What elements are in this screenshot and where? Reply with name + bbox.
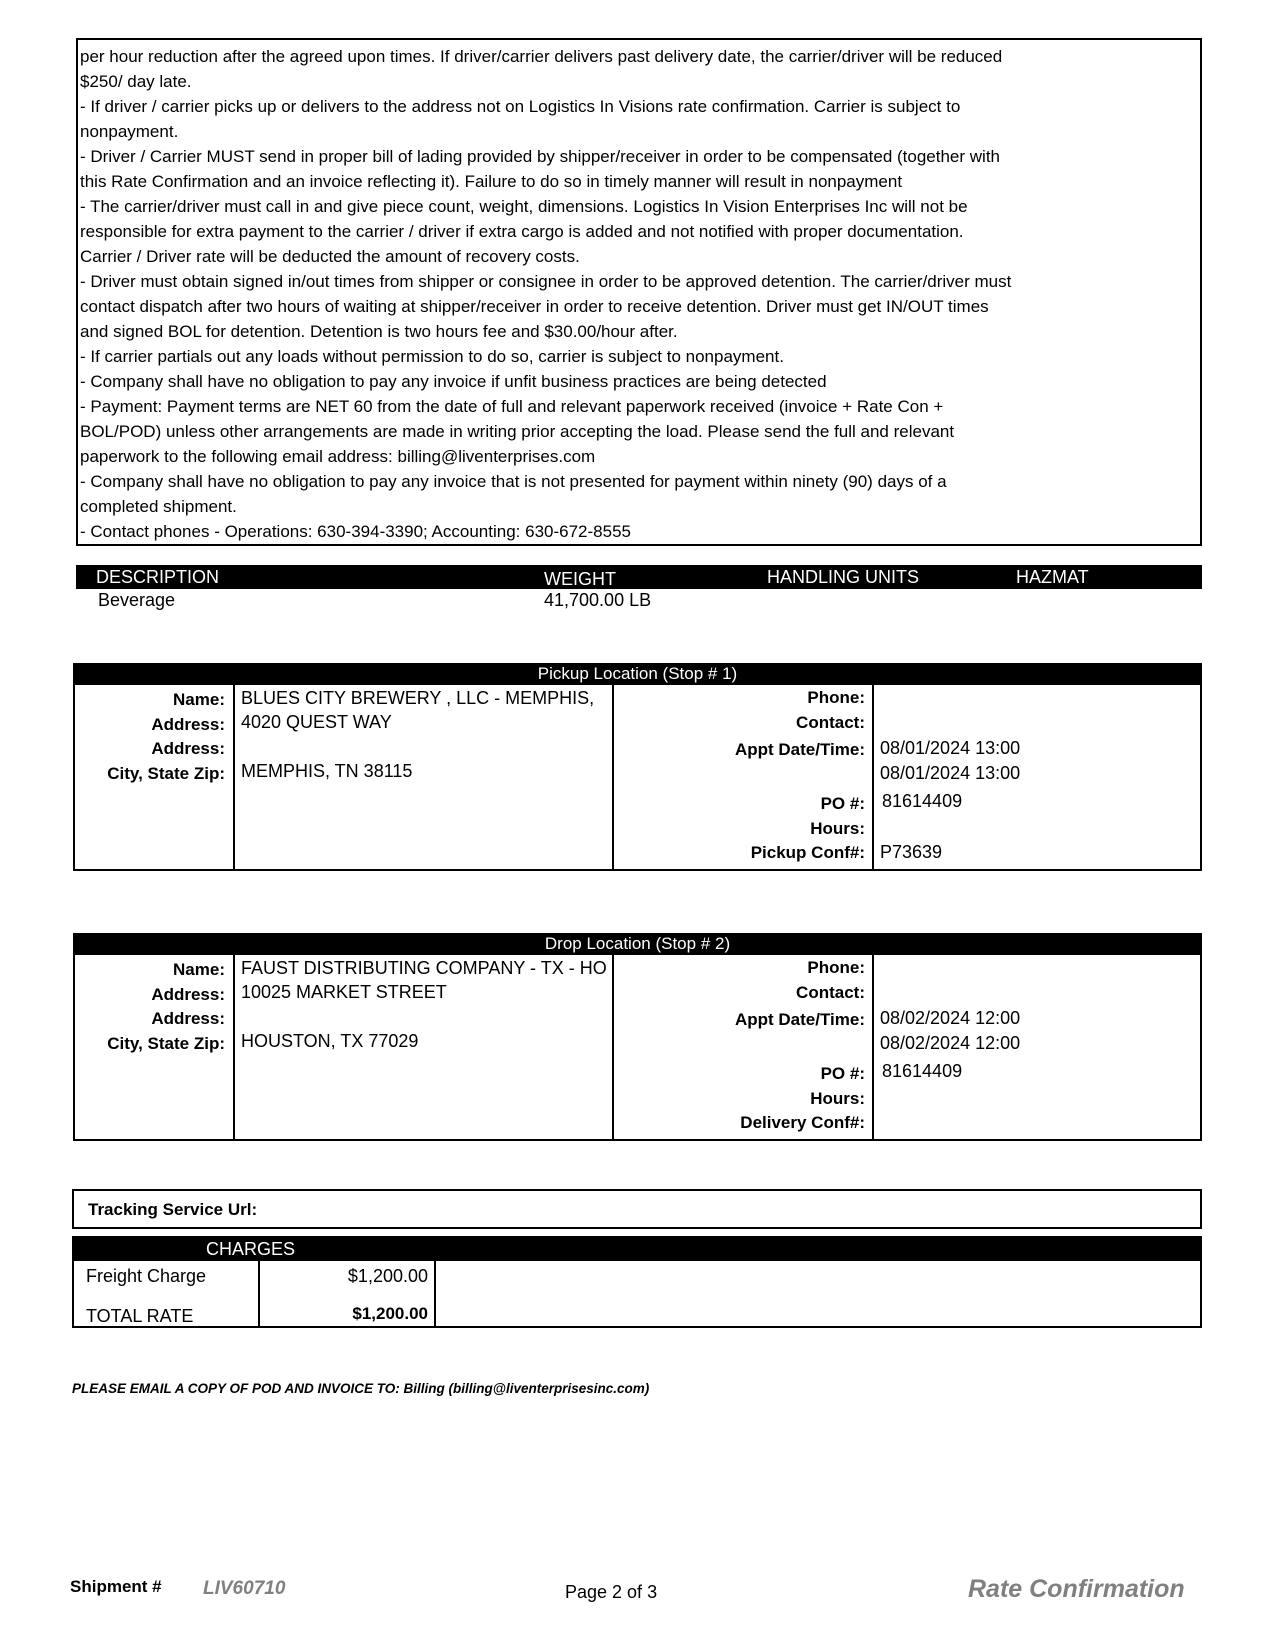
appt-label: Appt Date/Time: xyxy=(734,1010,865,1029)
pickup-city-state-zip: MEMPHIS, TN 38115 xyxy=(241,761,413,781)
divider xyxy=(872,955,874,1139)
delivery-conf-label: Delivery Conf#: xyxy=(740,1113,865,1132)
drop-appt-start: 08/02/2024 12:00 xyxy=(880,1008,1021,1028)
shipment-number: LIV60710 xyxy=(203,1578,286,1599)
divider xyxy=(434,1261,436,1326)
hazmat-header: HAZMAT xyxy=(1016,567,1089,587)
drop-address-1: 10025 MARKET STREET xyxy=(241,982,447,1002)
page-number: Page 2 of 3 xyxy=(565,1582,658,1602)
address-label: Address: xyxy=(151,739,225,758)
drop-po: 81614409 xyxy=(882,1061,963,1081)
total-rate-value: $1,200.00 xyxy=(352,1304,428,1323)
city-state-zip-label: City, State Zip: xyxy=(107,1034,225,1053)
divider xyxy=(233,955,235,1139)
pickup-conf: P73639 xyxy=(880,842,943,862)
freight-charge-value: $1,200.00 xyxy=(347,1266,428,1286)
city-state-zip-label: City, State Zip: xyxy=(107,764,225,783)
divider xyxy=(612,955,614,1139)
terms-text: per hour reduction after the agreed upon times. If driver/carrier delivers past delivery date, the carrier/driver will be reduced $250/ day late. - If driver / carrier picks up or delivers to the address not on Logistics In Visions rate confirmation. Carrier is subject to nonpayment. - Driver / Carrier MUST send in proper bill of lading provided by shipper/receiver in order to be compensated (together with this Rate Confirmation and an invoice reflecting it). Failure to do so in timely manner will result in nonpayment - The carrier/driver must call in and give piece count, weight, dimensions. Logistics In Vision Enterprises Inc will not be responsible for extra payment to the carrier / driver if extra cargo is added and not notified with proper documentation. Carrier / Driver rate will be deducted the amount of recovery costs. - Driver must obtain signed in/out times from shipper or consignee in order to be approved detention. The carrier/driver must contact dispatch after two hours of waiting at shipper/receiver in order to receive detention. Driver must get IN/OUT times and signed BOL for detention. Detention is two hours fee and $30.00/hour after. - If carrier partials out any loads without permission to do so, carrier is subject to nonpayment. - Company shall have no obligation to pay any invoice if unfit business practices are being detected - Payment: Payment terms are NET 60 from the date of full and relevant paperwork received (invoice + Rate Con + BOL/POD) unless other arrangements are made in writing prior accepting the load. Please send the full and relevant paperwork to the following email address: billing@liventerprises.com - Company shall have no obligation to pay any invoice that is not presented for payment within ninety (90) days of a completed shipment. - Contact phones - Operations: 630-394-3390; Accounting: 630-672-8555 xyxy=(76,38,1202,546)
pickup-location-title: Pickup Location (Stop # 1) xyxy=(73,663,1202,683)
freight-charge-label: Freight Charge xyxy=(86,1266,207,1286)
pickup-address-1: 4020 QUEST WAY xyxy=(241,712,392,732)
hours-label: Hours: xyxy=(810,1089,865,1108)
pickup-appt-start: 08/01/2024 13:00 xyxy=(880,738,1021,758)
commodity-weight: 41,700.00 LB xyxy=(544,590,652,610)
phone-label: Phone: xyxy=(807,958,865,977)
document-title: Rate Confirmation xyxy=(968,1575,1185,1603)
weight-header: WEIGHT xyxy=(544,569,616,589)
phone-label: Phone: xyxy=(807,688,865,707)
drop-name: FAUST DISTRIBUTING COMPANY - TX - HO xyxy=(241,958,607,978)
po-label: PO #: xyxy=(820,1064,865,1083)
address-label: Address: xyxy=(151,1009,225,1028)
pickup-name: BLUES CITY BREWERY , LLC - MEMPHIS, xyxy=(241,688,595,708)
address-label: Address: xyxy=(151,985,225,1004)
charges-box xyxy=(72,1261,1202,1328)
divider xyxy=(872,685,874,869)
drop-location-title: Drop Location (Stop # 2) xyxy=(73,933,1202,953)
drop-location-box xyxy=(73,953,1202,1141)
shipment-label: Shipment # xyxy=(70,1577,162,1596)
pickup-location-box xyxy=(73,683,1202,871)
pickup-po: 81614409 xyxy=(882,791,963,811)
name-label: Name: xyxy=(173,690,225,709)
email-instruction: PLEASE EMAIL A COPY OF POD AND INVOICE TO: Billing (billing@liventerprisesinc.com) xyxy=(72,1381,650,1396)
commodity-header xyxy=(76,565,1202,589)
pickup-conf-label: Pickup Conf#: xyxy=(750,843,865,862)
drop-city-state-zip: HOUSTON, TX 77029 xyxy=(241,1031,419,1051)
charges-header-label: CHARGES xyxy=(206,1239,296,1259)
appt-label: Appt Date/Time: xyxy=(734,740,865,759)
pickup-appt-end: 08/01/2024 13:00 xyxy=(880,763,1021,783)
description-header: DESCRIPTION xyxy=(96,567,220,587)
commodity-description: Beverage xyxy=(98,590,176,610)
tracking-box xyxy=(72,1189,1202,1229)
contact-label: Contact: xyxy=(796,713,865,732)
name-label: Name: xyxy=(173,960,225,979)
address-label: Address: xyxy=(151,715,225,734)
po-label: PO #: xyxy=(820,794,865,813)
divider xyxy=(233,685,235,869)
handling-units-header: HANDLING UNITS xyxy=(767,567,920,587)
divider xyxy=(612,685,614,869)
contact-label: Contact: xyxy=(796,983,865,1002)
drop-appt-end: 08/02/2024 12:00 xyxy=(880,1033,1021,1053)
charges-header xyxy=(72,1236,1202,1261)
total-rate-label: TOTAL RATE xyxy=(86,1306,194,1326)
tracking-label: Tracking Service Url: xyxy=(88,1200,258,1219)
hours-label: Hours: xyxy=(810,819,865,838)
